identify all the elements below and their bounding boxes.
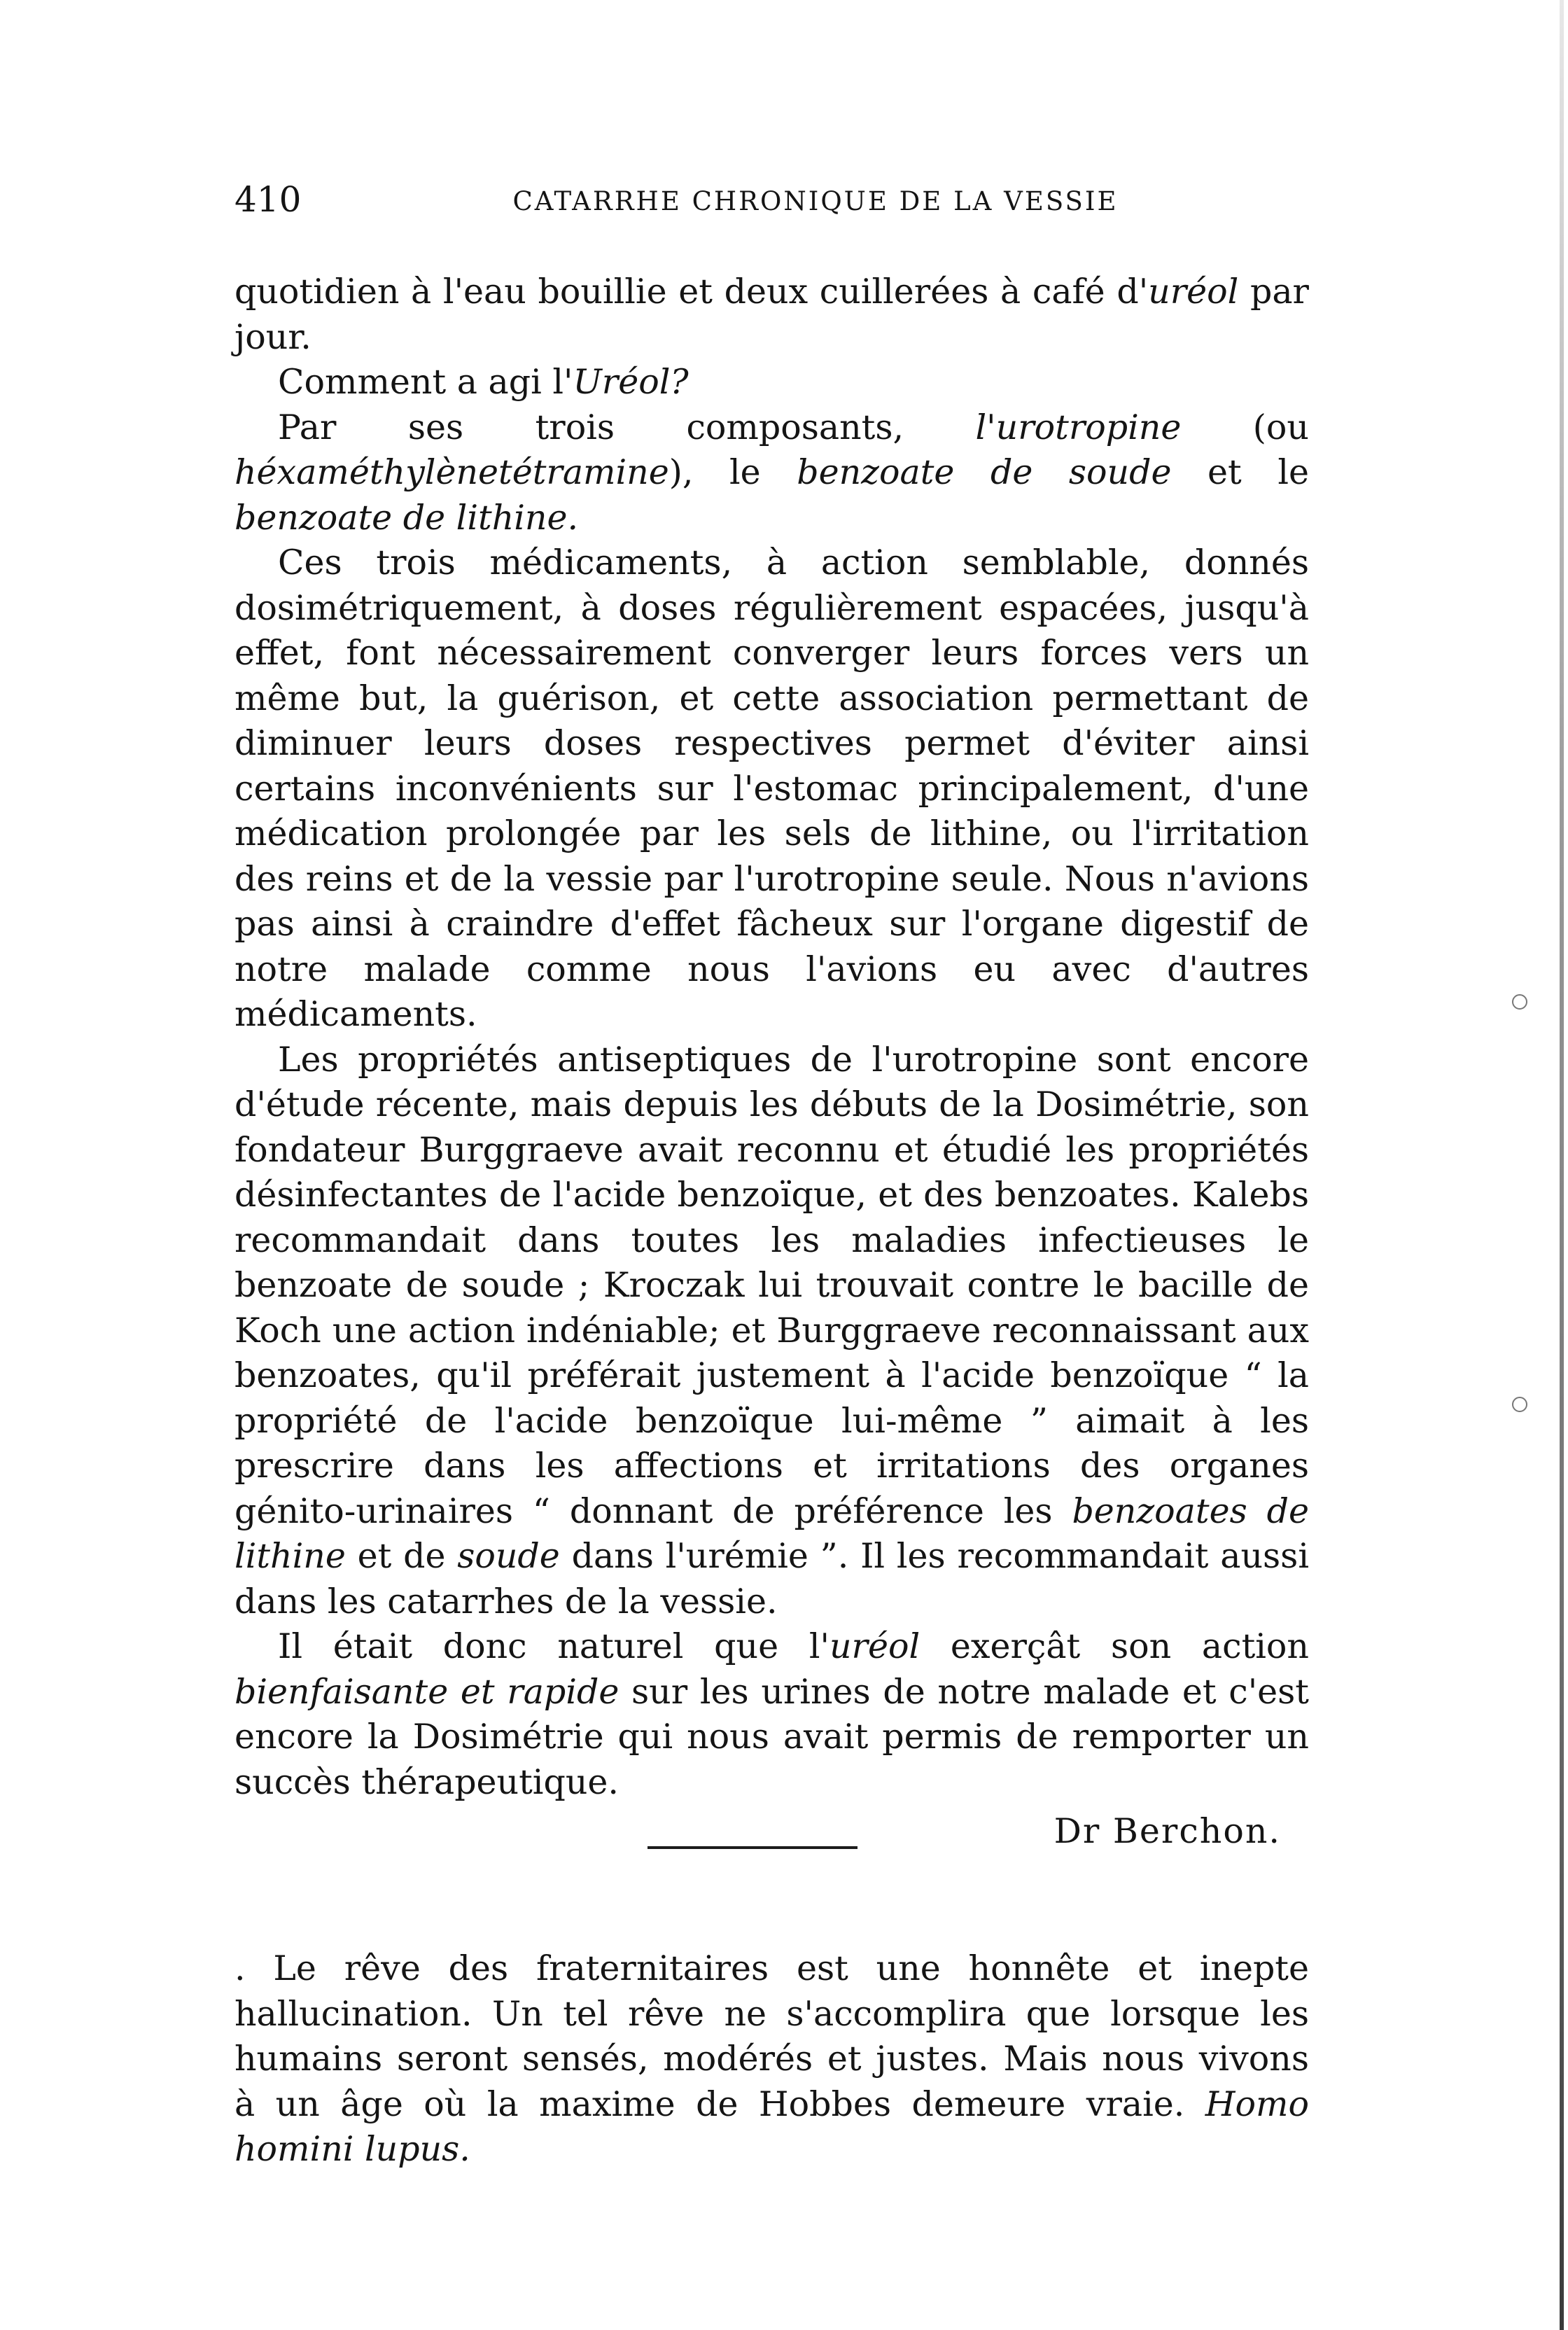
paragraph-components: Par ses trois composants, l'urotropine (ou héxaméthylènetétramine), le benzoate de soude et le benzoate de lithine. xyxy=(234,407,1309,538)
edge-mark xyxy=(1512,994,1527,1010)
main-text xyxy=(234,270,1309,1855)
page-number: 410 xyxy=(234,179,302,220)
author-signature: Dr Berchon. xyxy=(1054,1811,1281,1851)
section-divider xyxy=(648,1846,858,1849)
running-title: CATARRHE CHRONIQUE DE LA VESSIE xyxy=(512,186,1119,216)
epigraph xyxy=(234,1946,1309,2172)
epigraph-text: . Le rêve des fraternitaires est une honnête et inepte hallucination. Un tel rêve ne s'accomplira que lorsque les humains seront sensés, modérés et justes. Mais nous vivons à un âge où la maxime de Hobbes demeure vraie. Homo homini lupus. xyxy=(234,1948,1309,2169)
page-edge-shadow xyxy=(1560,0,1564,2330)
paragraph-antiseptic: Les propriétés antiseptiques de l'urotropine sont encore d'étude récente, mais depuis les débuts de la Dosimétrie, son fondateur Burggraeve avait reconnu et étudié les propriétés désinfectantes de l'acide benzoïque, et des benzoates. Kalebs recommandait dans toutes les maladies infectieuses le benzoate de soude ; Kroczak lui trouvait contre le bacille de Koch une action indéniable; et Burggraeve reconnaissant aux benzoates, qu'il préférait justement à l'acide benzoïque “ la propriété de l'acide benzoïque lui-même ” aimait à les prescrire dans les affections et irritations des organes génito-urinaires “ donnant de préférence les benzoates de lithine et de soude dans l'urémie ”. Il les recommandait aussi dans les catarrhes de la vessie. xyxy=(234,1039,1309,1621)
edge-mark xyxy=(1512,1397,1527,1412)
paragraph-medications: Ces trois médicaments, à action semblable, donnés dosimétriquement, à doses régulièrement espacées, jusqu'à effet, font nécessairement converger leurs forces vers un même but, la guérison, et cette association permettant de diminuer leurs doses respectives permet d'éviter ainsi certains inconvénients sur l'estomac principalement, d'une médication prolongée par les sels de lithine, ou l'irritation des reins et de la vessie par l'urotropine seule. Nous n'avions pas ainsi à craindre d'effet fâcheux sur l'organe digestif de notre malade comme nous l'avions eu avec d'autres médicaments. xyxy=(234,543,1309,1034)
paragraph-conclusion: Il était donc naturel que l'uréol exerçât son action bienfaisante et rapide sur les urines de notre malade et c'est encore la Dosimétrie qui nous avait permis de remporter un succès thérapeutique. xyxy=(234,1626,1309,1802)
running-head xyxy=(234,179,1334,228)
paragraph-question: Comment a agi l'Uréol? xyxy=(278,362,689,402)
paragraph-continuation: quotidien à l'eau bouillie et deux cuillerées à café d'uréol par jour. xyxy=(234,272,1309,357)
